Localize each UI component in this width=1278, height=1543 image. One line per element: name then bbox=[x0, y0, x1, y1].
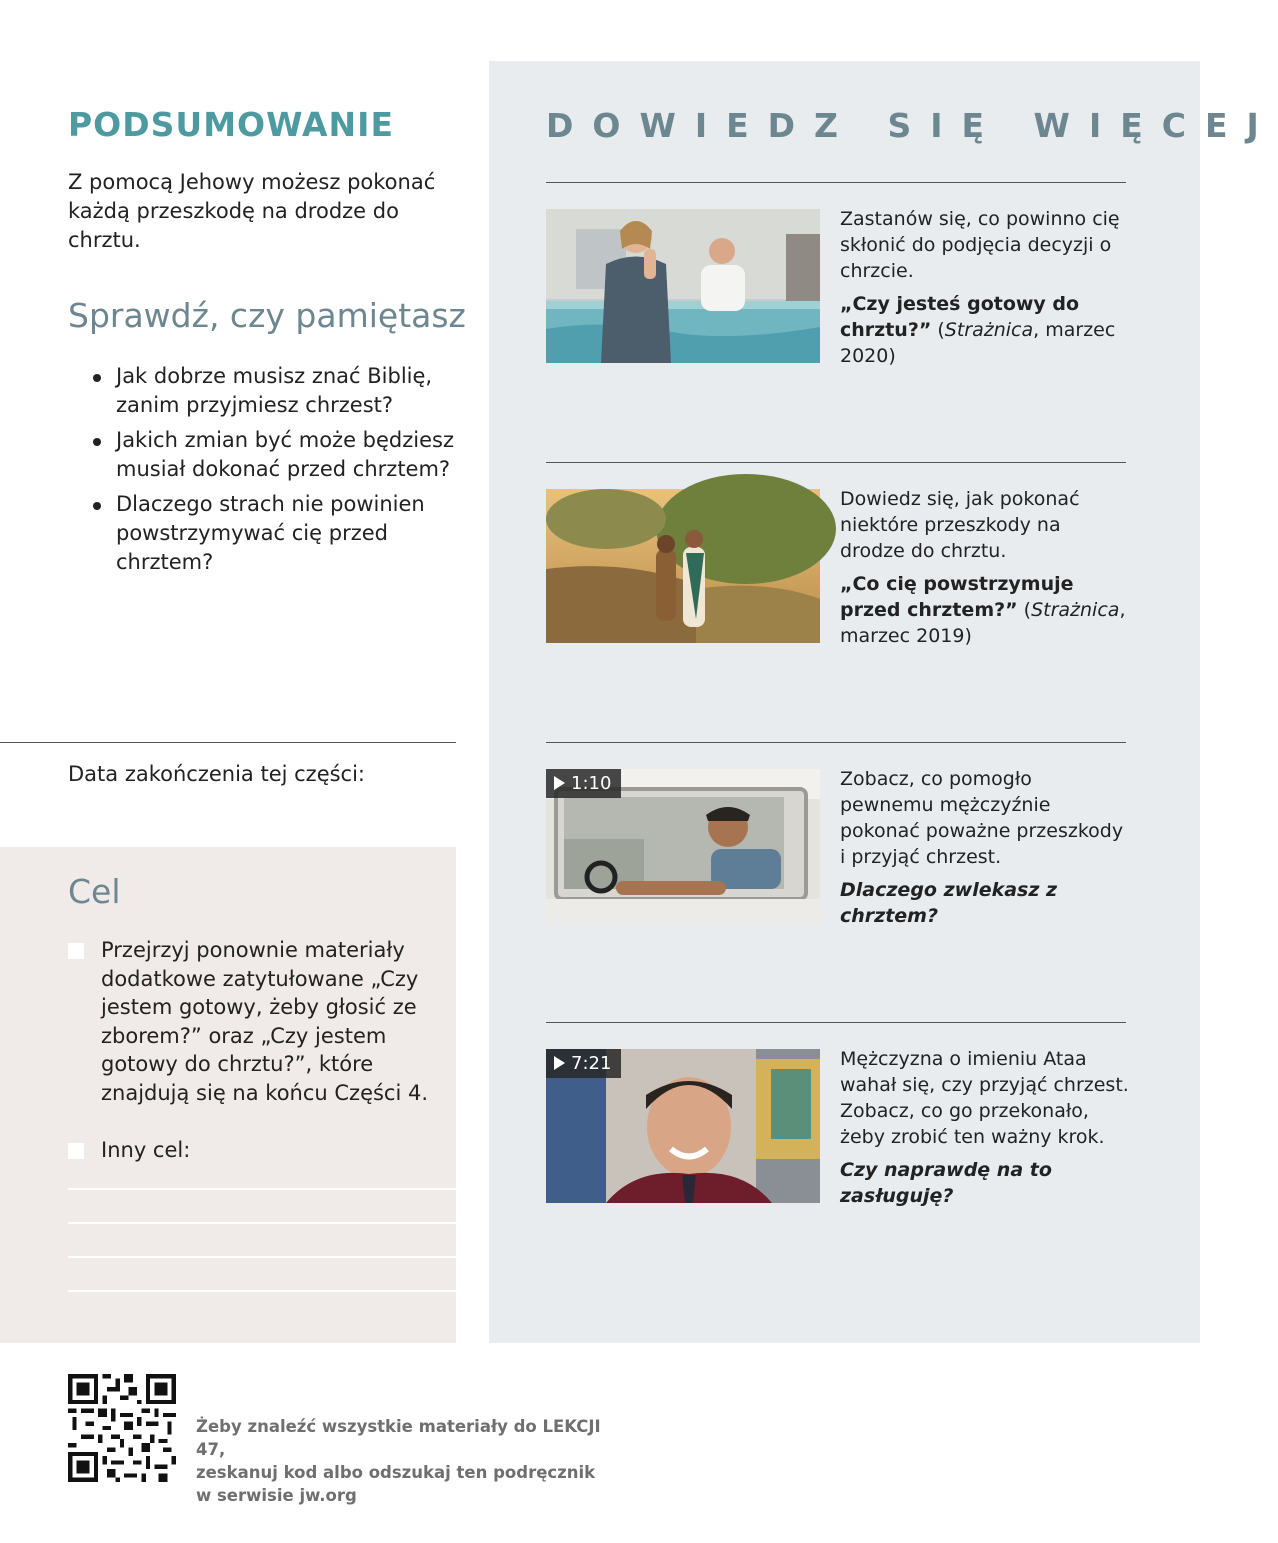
reference-date: , marzec 2019) bbox=[840, 599, 1126, 647]
completion-date-label: Data zakończenia tej części: bbox=[68, 762, 366, 786]
summary-text: Z pomocą Jehowy możesz pokonać każdą przeszkodę na drodze do chrztu. bbox=[68, 170, 436, 252]
card-reference[interactable] bbox=[840, 571, 1130, 649]
review-question: Jak dobrze musisz znać Biblię, zanim przyjmiesz chrzest? bbox=[90, 362, 460, 420]
video-duration: 7:21 bbox=[571, 1053, 612, 1074]
reference-open-paren: ( bbox=[931, 319, 945, 341]
review-heading: Sprawdź, czy pamiętasz bbox=[68, 296, 466, 335]
footer-line: Żeby znaleźć wszystkie materiały do LEKCJI 47, bbox=[196, 1417, 601, 1459]
learn-more-card-text bbox=[840, 766, 1130, 929]
divider bbox=[546, 462, 1126, 463]
divider bbox=[0, 742, 456, 743]
divider bbox=[546, 742, 1126, 743]
learn-more-card-text bbox=[840, 206, 1130, 369]
learn-more-card-text bbox=[840, 1046, 1130, 1209]
goal-item bbox=[68, 936, 438, 1107]
divider bbox=[546, 1022, 1126, 1023]
review-question-list bbox=[90, 362, 460, 583]
reference-open-paren: ( bbox=[1017, 599, 1032, 621]
goal-item-text: Przejrzyj ponownie materiały dodatkowe zatytułowane „Czy jestem gotowy, żeby głosić ze zborem?” oraz „Czy jestem gotowy do chrztu?”, które znajdują się na końcu Części 4. bbox=[101, 938, 429, 1105]
reference-title[interactable]: „Co cię powstrzymuje przed chrztem?” bbox=[840, 573, 1074, 621]
baptism-pool-image[interactable] bbox=[546, 209, 820, 363]
goal-item-text: Inny cel: bbox=[101, 1138, 191, 1162]
video-duration-badge bbox=[546, 1049, 621, 1078]
goal-checkbox[interactable] bbox=[68, 1143, 84, 1159]
reference-publication: Strażnica bbox=[944, 319, 1034, 341]
learn-more-card-text bbox=[840, 486, 1130, 649]
video-title-link[interactable]: Czy naprawdę na to zasługuję? bbox=[840, 1159, 1052, 1207]
reference-title[interactable]: „Czy jesteś gotowy do chrztu?” bbox=[840, 293, 1080, 341]
summary-heading: PODSUMOWANIE bbox=[68, 105, 394, 144]
play-icon bbox=[554, 776, 565, 790]
goal-writing-line[interactable] bbox=[68, 1188, 456, 1190]
review-question: Dlaczego strach nie powinien powstrzymywać cię przed chrztem? bbox=[90, 490, 460, 577]
goal-writing-line[interactable] bbox=[68, 1256, 456, 1258]
footer-line: zeskanuj kod albo odszukaj ten podręcznik bbox=[196, 1463, 596, 1482]
card-description: Zobacz, co pomogło pewnemu mężczyźnie pokonać poważne przeszkody i przyjąć chrzest. bbox=[840, 768, 1124, 868]
footer-note bbox=[196, 1415, 616, 1507]
qr-code-icon[interactable] bbox=[68, 1374, 176, 1482]
video-duration: 1:10 bbox=[571, 773, 612, 794]
divider bbox=[546, 182, 1126, 183]
review-question: Jakich zmian być może będziesz musiał dokonać przed chrztem? bbox=[90, 426, 460, 484]
card-description: Mężczyzna o imieniu Ataa wahał się, czy przyjąć chrzest. Zobacz, co go przekonało, żeby zrobić ten ważny krok. bbox=[840, 1048, 1129, 1148]
video-title-link[interactable]: Dlaczego zwlekasz z chrztem? bbox=[840, 879, 1058, 927]
philip-ethiopian-image[interactable] bbox=[546, 489, 820, 643]
learn-more-heading: DOWIEDZ SIĘ WIĘCEJ bbox=[546, 106, 1278, 145]
goal-writing-line[interactable] bbox=[68, 1222, 456, 1224]
card-description: Zastanów się, co powinno cię skłonić do podjęcia decyzji o chrzcie. bbox=[840, 208, 1120, 282]
goal-heading: Cel bbox=[68, 872, 121, 911]
reference-publication: Strażnica bbox=[1031, 599, 1120, 621]
footer-line: w serwisie jw.org bbox=[196, 1486, 357, 1505]
goal-writing-line[interactable] bbox=[68, 1290, 456, 1292]
video-duration-badge bbox=[546, 769, 621, 798]
card-description: Dowiedz się, jak pokonać niektóre przeszkody na drodze do chrztu. bbox=[840, 488, 1080, 562]
video-thumbnail-driver[interactable] bbox=[546, 769, 820, 923]
goal-checkbox[interactable] bbox=[68, 943, 84, 959]
video-thumbnail-ataa[interactable] bbox=[546, 1049, 820, 1203]
card-reference[interactable] bbox=[840, 291, 1130, 369]
goal-item bbox=[68, 1136, 438, 1165]
play-icon bbox=[554, 1056, 565, 1070]
reference-date: , marzec 2020) bbox=[840, 319, 1116, 367]
